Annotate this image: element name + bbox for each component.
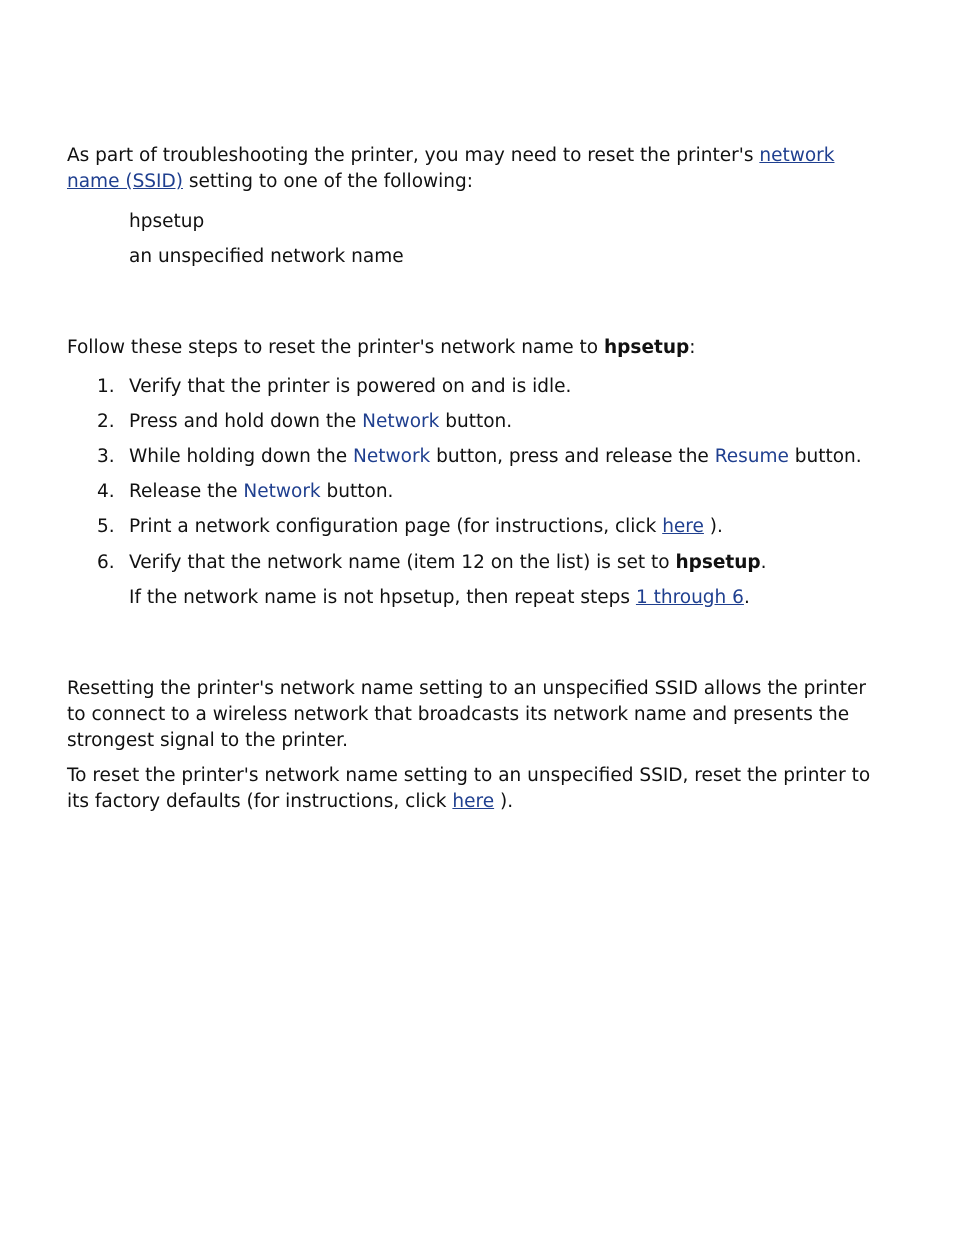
network-button-ref: Network: [353, 446, 431, 467]
config-page-here-link[interactable]: here: [662, 516, 704, 537]
intro-paragraph: As part of troubleshooting the printer, you may need to reset the printer's network name (SSID) setting to one of the following:: [67, 145, 835, 192]
network-button-ref: Network: [362, 411, 440, 432]
step-item: 1. Verify that the printer is powered on and is idle.: [97, 376, 572, 397]
steps-intro: Follow these steps to reset the printer's network name to hpsetup:: [67, 337, 696, 358]
step-item: 4. Release the Network button.: [97, 481, 394, 502]
step-item: 5. Print a network configuration page (for instructions, click here ).: [97, 516, 723, 537]
step-item: 3. While holding down the Network button, press and release the Resume button.: [97, 446, 862, 467]
network-button-ref: Network: [243, 481, 321, 502]
steps-list: [67, 374, 887, 576]
steps-1-through-6-link[interactable]: 1 through 6: [635, 587, 744, 608]
factory-reset-paragraph: To reset the printer's network name setting to an unspecified SSID, reset the printer to its factory defaults (for instructions, click here ).: [67, 765, 871, 812]
unspecified-ssid-paragraph: Resetting the printer's network name setting to an unspecified SSID allows the printer to connect to a wireless network that broadcasts its network name and presents the strongest signal to the printer.: [67, 678, 867, 751]
repeat-note: If the network name is not hpsetup, then repeat steps 1 through 6.: [129, 587, 750, 608]
step-item: 2. Press and hold down the Network button.: [97, 411, 513, 432]
document-body: [67, 143, 887, 815]
network-name-ssid-link[interactable]: network name (SSID): [67, 145, 835, 192]
resume-button-ref: Resume: [714, 446, 789, 467]
option-hpsetup: hpsetup: [129, 211, 205, 232]
step-item: 6. Verify that the network name (item 12 on the list) is set to hpsetup.: [97, 552, 767, 573]
option-unspecified-name: an unspecified network name: [129, 246, 404, 267]
factory-defaults-here-link[interactable]: here: [452, 791, 495, 812]
